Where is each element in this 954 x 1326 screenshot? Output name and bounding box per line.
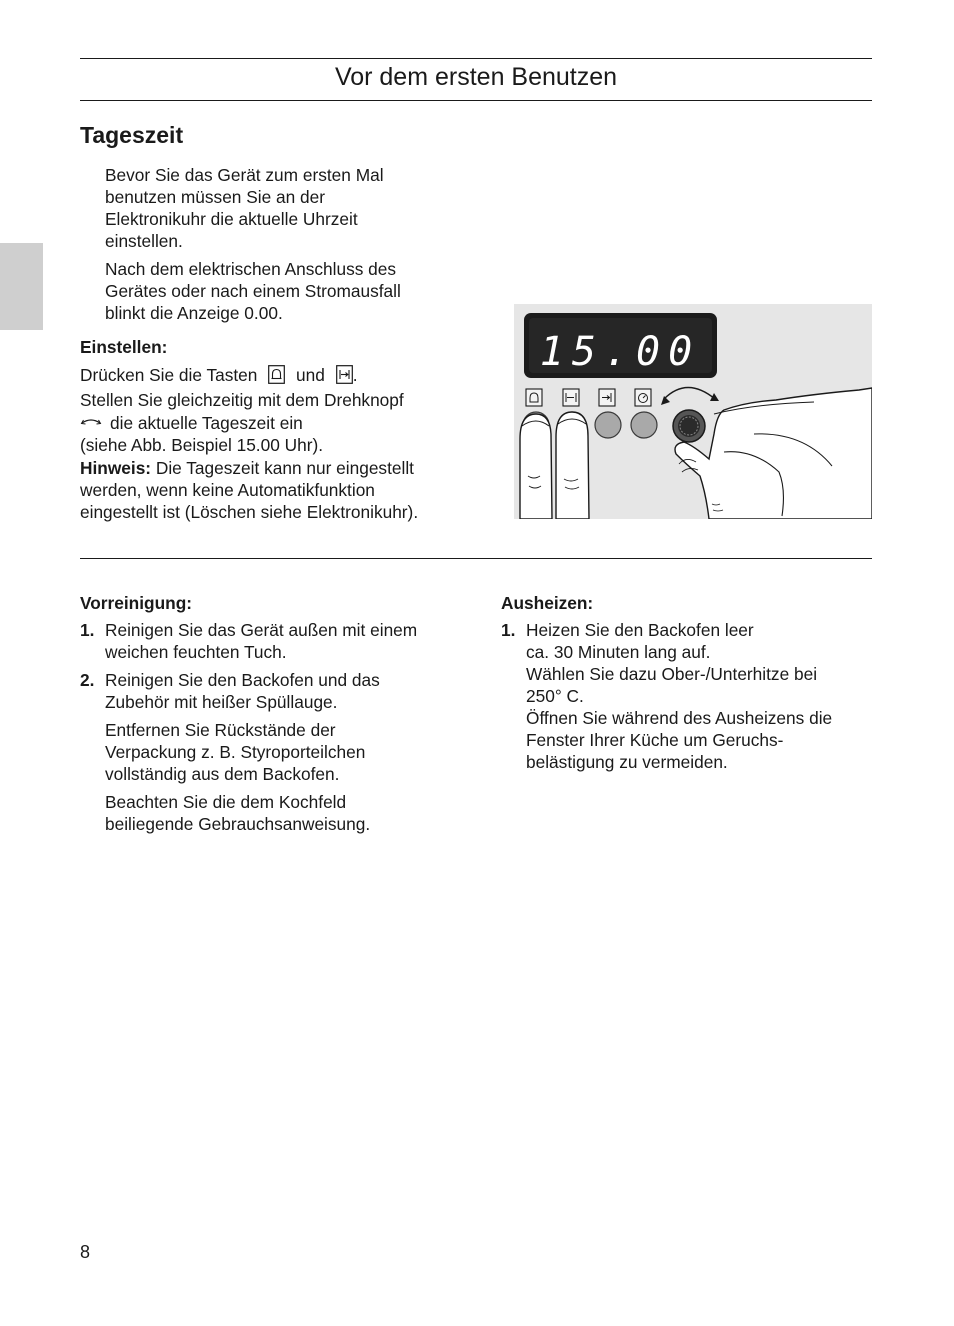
ausheizen-heading: Ausheizen: bbox=[501, 593, 594, 613]
end-time-icon bbox=[599, 389, 615, 406]
clock-button[interactable] bbox=[631, 412, 657, 438]
step-number: 1. bbox=[80, 620, 95, 640]
ausheizen-step-1 bbox=[526, 619, 832, 773]
hinweis-label: Hinweis: bbox=[80, 458, 152, 478]
text-fragment: . bbox=[352, 365, 358, 385]
text-line: Zubehör mit heißer Spüllauge. bbox=[105, 692, 338, 712]
finger-left-1 bbox=[520, 414, 552, 519]
vorreinigung-note-1 bbox=[105, 719, 365, 785]
vorreinigung-note-2 bbox=[105, 791, 370, 835]
text-line: blinkt die Anzeige 0.00. bbox=[105, 303, 283, 323]
text-line: Fenster Ihrer Küche um Geruchs- bbox=[526, 730, 784, 750]
duration-icon bbox=[563, 389, 579, 406]
step-number: 2. bbox=[80, 670, 95, 690]
text-line: weichen feuchten Tuch. bbox=[105, 642, 287, 662]
text-line: belästigung zu vermeiden. bbox=[526, 752, 728, 772]
side-tab-marker bbox=[0, 243, 43, 330]
text-line: beiliegende Gebrauchsanweisung. bbox=[105, 814, 371, 834]
header-top-rule bbox=[80, 58, 872, 59]
duration-icon bbox=[336, 365, 353, 389]
text-line: Nach dem elektrischen Anschluss des bbox=[105, 259, 397, 279]
text-line: Entfernen Sie Rückstände der bbox=[105, 720, 336, 740]
text-line: einstellen. bbox=[105, 231, 183, 251]
text-line bbox=[80, 457, 460, 479]
bell-icon bbox=[526, 389, 542, 406]
rotary-knob-icon bbox=[80, 411, 102, 433]
text-line: Elektronikuhr die aktuelle Uhrzeit bbox=[105, 209, 358, 229]
text-line: (siehe Abb. Beispiel 15.00 Uhr). bbox=[80, 435, 324, 455]
text-line: Reinigen Sie das Gerät außen mit einem bbox=[105, 620, 418, 640]
text-line bbox=[80, 411, 460, 434]
section-title: Tageszeit bbox=[80, 122, 184, 148]
text-line: Bevor Sie das Gerät zum ersten Mal bbox=[105, 165, 384, 185]
vorreinigung-heading: Vorreinigung: bbox=[80, 593, 192, 613]
control-panel-drawing bbox=[514, 304, 872, 519]
text-line: 250° C. bbox=[526, 686, 584, 706]
page-number: 8 bbox=[80, 1242, 91, 1262]
einstellen-paragraph bbox=[80, 364, 460, 456]
text-line: Verpackung z. B. Styroporteilchen bbox=[105, 742, 366, 762]
text-line: Gerätes oder nach einem Stromausfall bbox=[105, 281, 401, 301]
intro-paragraph-1 bbox=[105, 164, 384, 252]
text-fragment: und bbox=[296, 365, 325, 385]
text-line bbox=[80, 364, 460, 389]
text-line: Öffnen Sie während des Ausheizens die bbox=[526, 708, 833, 728]
bell-icon bbox=[268, 365, 285, 389]
text-line: eingestellt ist (Löschen siehe Elektronikuhr). bbox=[80, 502, 419, 522]
step-number: 1. bbox=[501, 620, 516, 640]
text-line: Heizen Sie den Backofen leer bbox=[526, 620, 754, 640]
text-line: ca. 30 Minuten lang auf. bbox=[526, 642, 711, 662]
text-line: werden, wenn keine Automatikfunktion bbox=[80, 480, 375, 500]
intro-paragraph-2 bbox=[105, 258, 401, 324]
text-fragment: die aktuelle Tageszeit ein bbox=[110, 413, 303, 433]
text-fragment: Drücken Sie die Tasten bbox=[80, 365, 258, 385]
section-divider bbox=[80, 558, 872, 559]
header-bottom-rule bbox=[80, 100, 872, 101]
clock-icon bbox=[635, 389, 651, 406]
text-line: Beachten Sie die dem Kochfeld bbox=[105, 792, 347, 812]
end-time-button[interactable] bbox=[595, 412, 621, 438]
rotary-knob-center bbox=[678, 415, 700, 437]
page-header-title: Vor dem ersten Benutzen bbox=[334, 63, 618, 91]
display-readout: 15.00 bbox=[539, 329, 701, 375]
hinweis-paragraph bbox=[80, 457, 460, 523]
vorreinigung-step-2 bbox=[105, 669, 380, 713]
text-line: vollständig aus dem Backofen. bbox=[105, 764, 340, 784]
text-line: Stellen Sie gleichzeitig mit dem Drehknopf bbox=[80, 390, 404, 410]
finger-left-2 bbox=[556, 412, 589, 519]
control-panel-illustration bbox=[514, 304, 872, 519]
einstellen-heading: Einstellen: bbox=[80, 337, 168, 357]
text-line: benutzen müssen Sie an der bbox=[105, 187, 325, 207]
text-line: Reinigen Sie den Backofen und das bbox=[105, 670, 380, 690]
text-line: Wählen Sie dazu Ober-/Unterhitze bei bbox=[526, 664, 818, 684]
vorreinigung-step-1 bbox=[105, 619, 417, 663]
text-fragment: Die Tageszeit kann nur eingestellt bbox=[151, 458, 414, 478]
